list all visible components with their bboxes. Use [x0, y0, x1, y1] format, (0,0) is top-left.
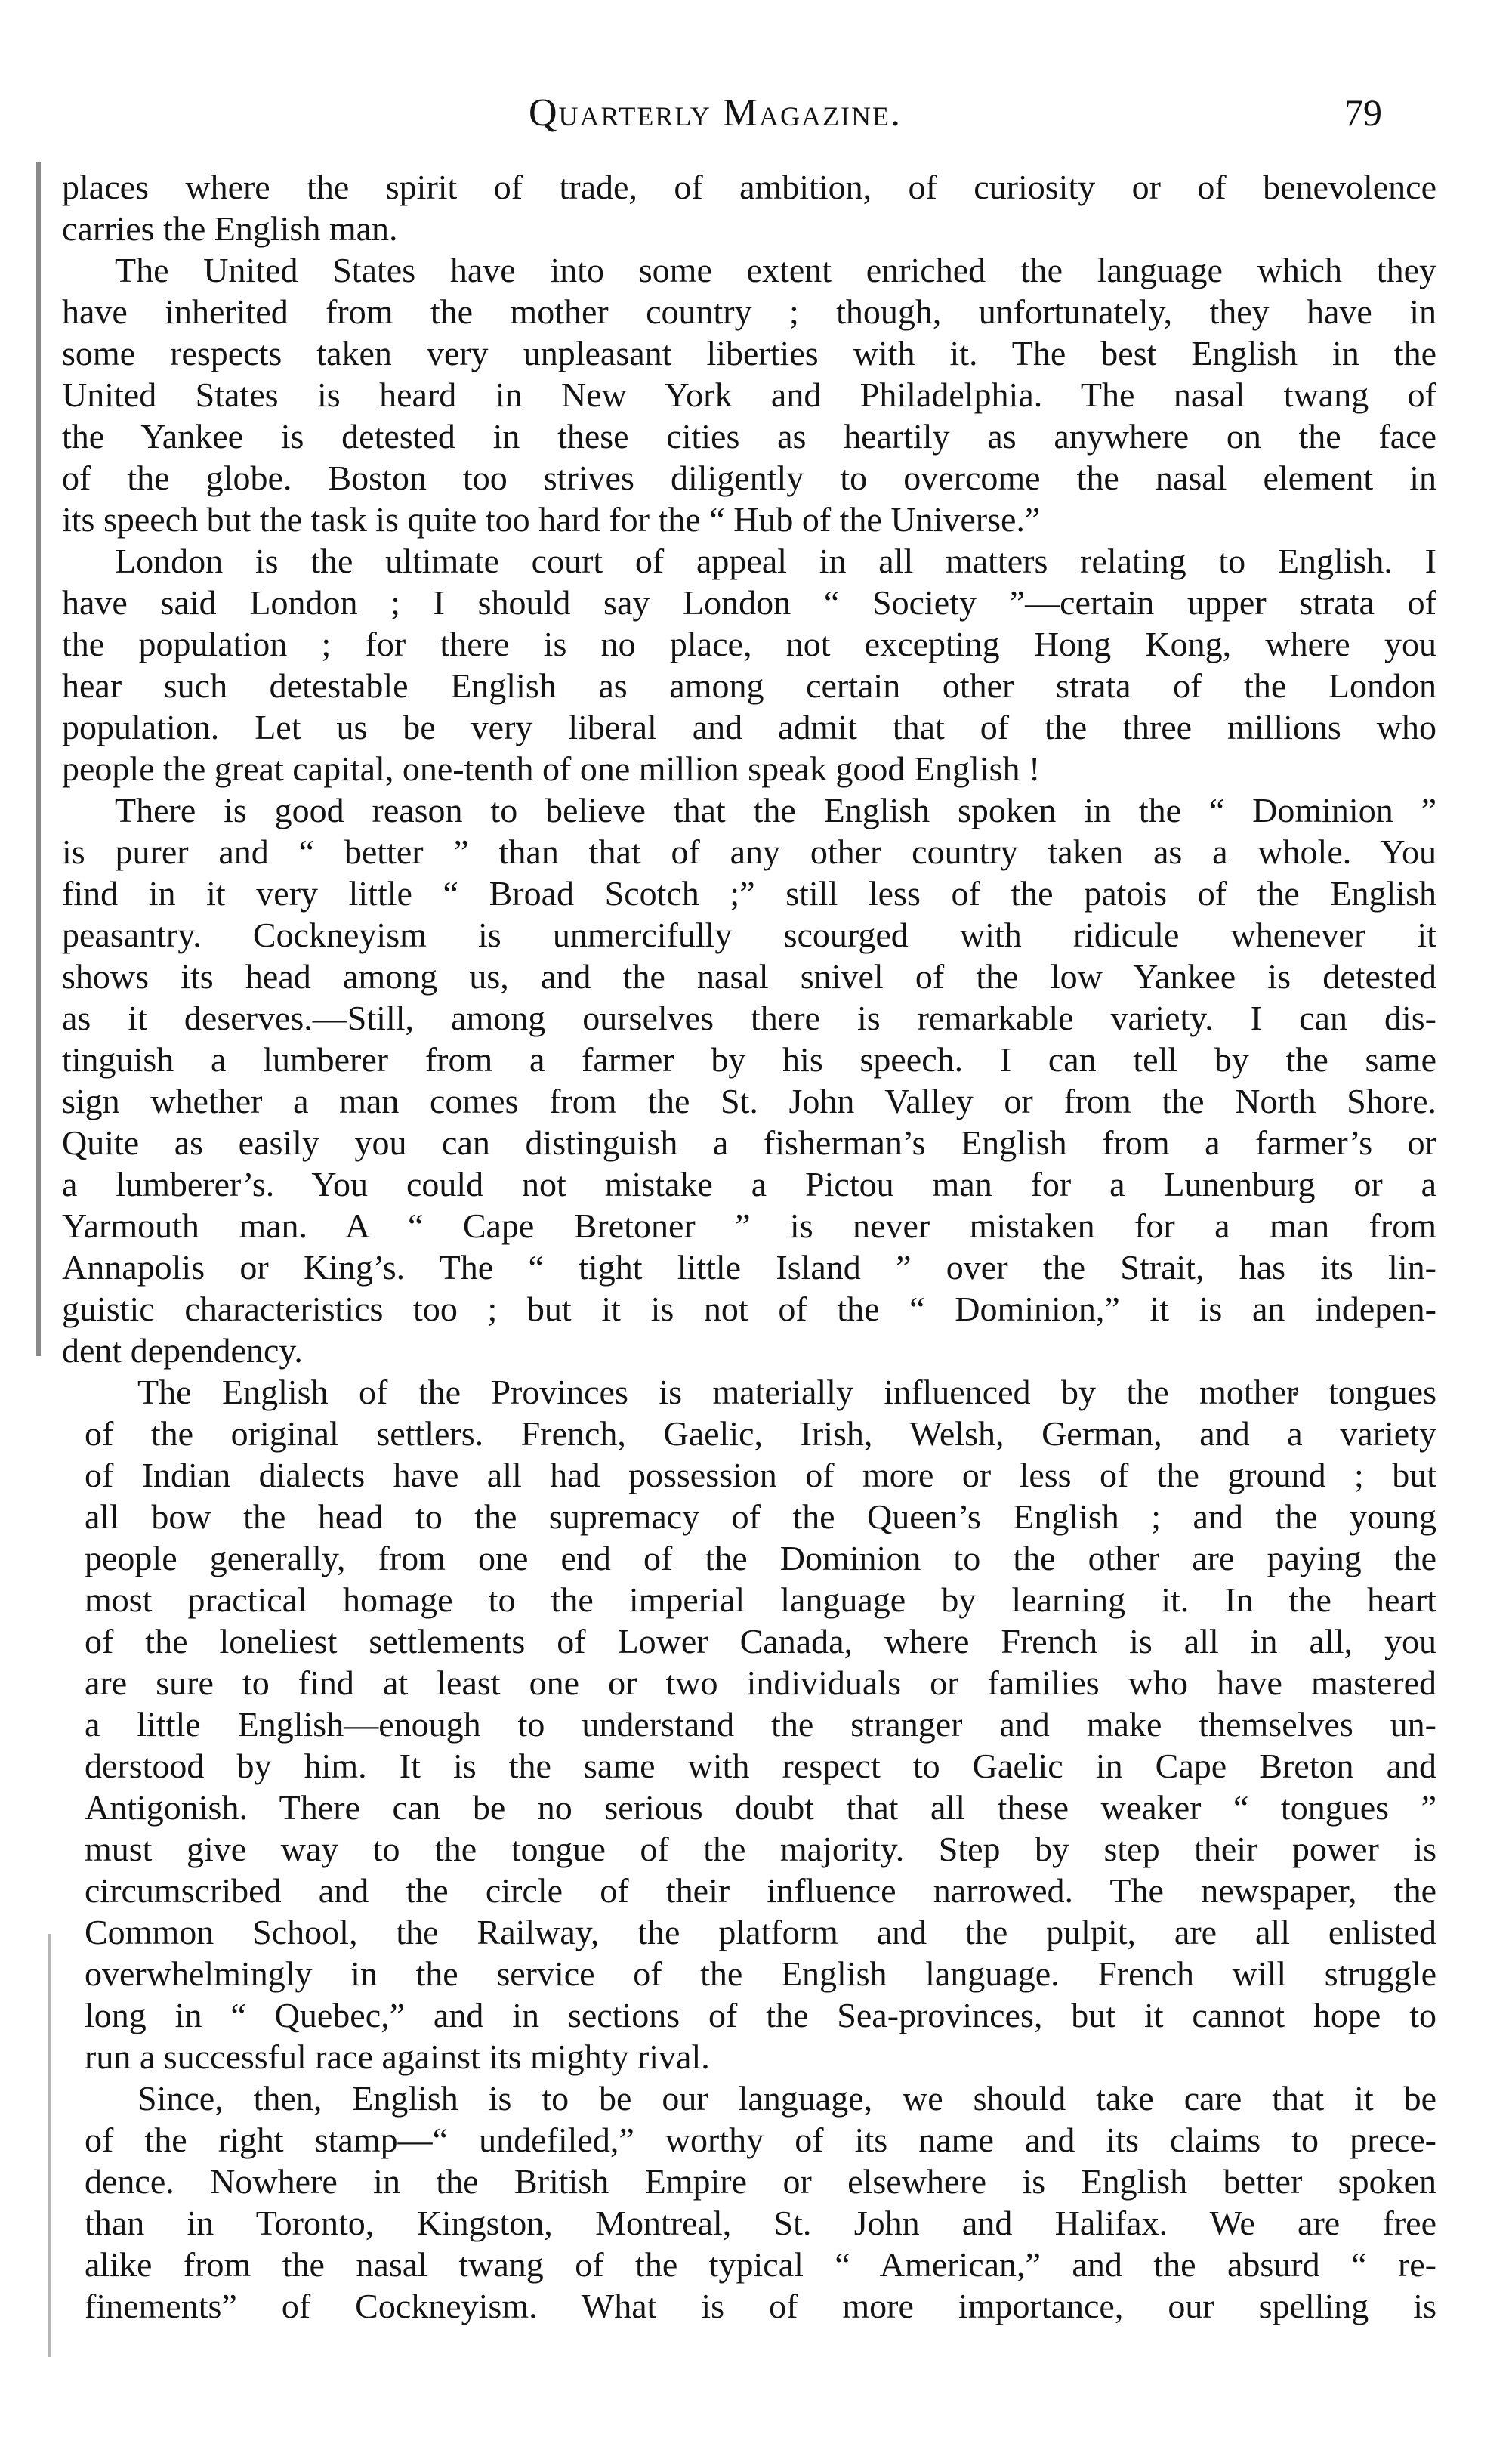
text-line: people the great capital, one-tenth of one million speak good English !: [62, 749, 1041, 788]
text-line: finements” of Cockneyism. What is of more importance, our spelling is: [85, 2287, 1436, 2325]
text-line: of the globe. Boston too strives diligently to overcome the nasal element in: [62, 459, 1436, 497]
text-line: Common School, the Railway, the platform and the pulpit, are all enlisted: [85, 1913, 1436, 1951]
text-line: Quite as easily you can distinguish a fisherman’s English from a farmer’s or: [62, 1123, 1436, 1162]
text-line: Antigonish. There can be no serious doubt that all these weaker “ tongues ”: [85, 1788, 1436, 1827]
text-line: alike from the nasal twang of the typical “ American,” and the absurd “ re-: [85, 2245, 1436, 2284]
page-number: 79: [1344, 91, 1382, 134]
text-line: have said London ; I should say London “ Society ”—certain upper strata of: [62, 583, 1436, 622]
text-line: Annapolis or King’s. The “ tight little Island ” over the Strait, has its lin-: [62, 1248, 1436, 1287]
text-line: the Yankee is detested in these cities as heartily as anywhere on the face: [62, 417, 1436, 456]
text-line: are sure to find at least one or two individuals or families who have mastered: [85, 1664, 1436, 1702]
margin-binding-mark-lower: [48, 1934, 51, 2357]
text-line: overwhelmingly in the service of the English language. French will struggle: [85, 1954, 1436, 1993]
text-line: than in Toronto, Kingston, Montreal, St. John and Halifax. We are free: [85, 2204, 1436, 2242]
text-line: as it deserves.—Still, among ourselves there is remarkable variety. I can dis-: [62, 999, 1436, 1037]
text-line: of the original settlers. French, Gaelic, Irish, Welsh, German, and a variety: [85, 1414, 1436, 1453]
text-line: derstood by him. It is the same with respect to Gaelic in Cape Breton and: [85, 1747, 1436, 1785]
text-line: carries the English man.: [62, 209, 398, 248]
text-line: dence. Nowhere in the British Empire or elsewhere is English better spoken: [85, 2162, 1436, 2201]
text-line: a lumberer’s. You could not mistake a Pictou man for a Lunenburg or a: [62, 1165, 1436, 1203]
running-title: Quarterly Magazine.: [529, 91, 902, 134]
text-line: The United States have into some extent enriched the language which they: [115, 251, 1436, 289]
text-line: peasantry. Cockneyism is unmercifully scourged with ridicule whenever it: [62, 916, 1436, 954]
text-line: places where the spirit of trade, of ambition, of curiosity or of benevolence: [62, 168, 1436, 206]
text-line: some respects taken very unpleasant liberties with it. The best English in the: [62, 334, 1436, 372]
text-line: of Indian dialects have all had possession of more or less of the ground ; but: [85, 1456, 1436, 1494]
text-line: of the loneliest settlements of Lower Canada, where French is all in all, you: [85, 1622, 1436, 1660]
text-line: circumscribed and the circle of their influence narrowed. The newspaper, the: [85, 1871, 1436, 1910]
text-line: have inherited from the mother country ; though, unfortunately, they have in: [62, 292, 1436, 331]
text-line: most practical homage to the imperial language by learning it. In the heart: [85, 1580, 1436, 1619]
text-line: people generally, from one end of the Dominion to the other are paying the: [85, 1539, 1436, 1577]
text-line: the population ; for there is no place, not excepting Hong Kong, where you: [62, 625, 1436, 663]
margin-binding-mark: [36, 162, 41, 1356]
text-line: its speech but the task is quite too hard for the “ Hub of the Universe.”: [62, 500, 1041, 539]
text-line: hear such detestable English as among certain other strata of the London: [62, 666, 1436, 705]
text-line: is purer and “ better ” than that of any other country taken as a whole. You: [62, 833, 1436, 871]
text-line: The English of the Provinces is materially influenced by the mother tongues: [137, 1373, 1436, 1411]
text-line: run a successful race against its mighty rival.: [85, 2037, 710, 2076]
text-line: United States is heard in New York and Philadelphia. The nasal twang of: [62, 375, 1436, 414]
text-line: long in “ Quebec,” and in sections of the Sea-provinces, but it cannot hope to: [85, 1996, 1436, 2034]
text-line: Since, then, English is to be our language, we should take care that it be: [137, 2079, 1436, 2118]
text-line: tinguish a lumberer from a farmer by his speech. I can tell by the same: [62, 1040, 1436, 1079]
text-line: all bow the head to the supremacy of the Queen’s English ; and the young: [85, 1497, 1436, 1536]
text-line: a little English—enough to understand the stranger and make themselves un-: [85, 1705, 1436, 1744]
text-line: find in it very little “ Broad Scotch ;” still less of the patois of the English: [62, 874, 1436, 913]
text-line: of the right stamp—“ undefiled,” worthy of its name and its claims to prece-: [85, 2121, 1436, 2159]
page-header: [0, 83, 1512, 144]
text-line: must give way to the tongue of the majority. Step by step their power is: [85, 1830, 1436, 1868]
text-line: London is the ultimate court of appeal in all matters relating to English. I: [115, 542, 1436, 580]
text-line: guistic characteristics too ; but it is not of the “ Dominion,” it is an indepen-: [62, 1290, 1436, 1328]
text-line: dent dependency.: [62, 1331, 303, 1370]
text-line: sign whether a man comes from the St. John Valley or from the North Shore.: [62, 1082, 1436, 1120]
text-line: Yarmouth man. A “ Cape Bretoner ” is never mistaken for a man from: [62, 1206, 1436, 1245]
text-line: population. Let us be very liberal and admit that of the three millions who: [62, 708, 1436, 746]
text-line: shows its head among us, and the nasal snivel of the low Yankee is detested: [62, 957, 1436, 996]
text-line: There is good reason to believe that the English spoken in the “ Dominion ”: [115, 791, 1436, 829]
article-body: [62, 166, 1436, 2327]
